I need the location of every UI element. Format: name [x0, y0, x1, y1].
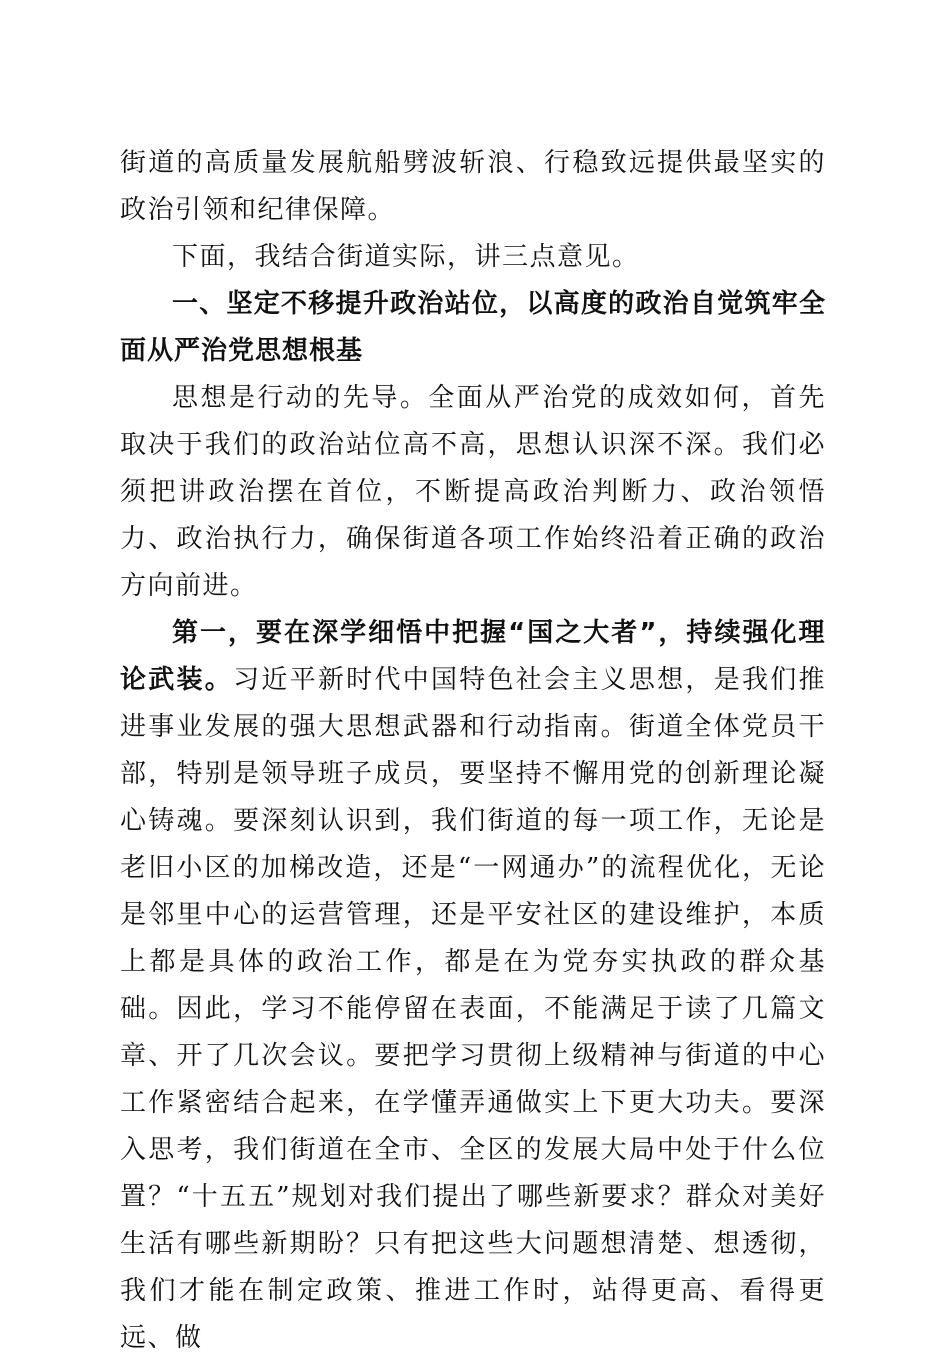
document-body	[120, 140, 826, 1362]
paragraph-continuation: 街道的高质量发展航船劈波斩浪、行稳致远提供最坚实的政治引领和纪律保障。	[120, 148, 826, 225]
first-point-lead: 第一，要在深学细悟中把握“国之大者”，持续强化理论武装。	[120, 618, 826, 695]
first-point-body: 习近平新时代中国特色社会主义思想，是我们推进事业发展的强大思想武器和行动指南。街道全体党员干部，特别是领导班子成员，要坚持不懈用党的创新理论凝心铸魂。要深刻认识到，我们街道的每一项工作，无论是老旧小区的加梯改造，还是“一网通办”的流程优化，无论是邻里中心的运营管理，还是平安社区的建设维护，本质上都是具体的政治工作，都是在为党夯实执政的群众基础。因此，学习不能停留在表面，不能满足于读了几篇文章、开了几次会议。要把学习贯彻上级精神与街道的中心工作紧密结合起来，在学懂弄通做实上下更大功夫。要深入思考，我们街道在全市、全区的发展大局中处于什么位置？“十五五”规划对我们提出了哪些新要求？群众对美好生活有哪些新期盼？只有把这些大问题想清楚、想透彻，我们才能在制定政策、推进工作时，站得更高、看得更远、做	[120, 665, 826, 1353]
paragraph-intro: 下面，我结合街道实际，讲三点意见。	[172, 242, 640, 272]
paragraph-first-point	[120, 610, 826, 1362]
section-heading-1: 一、坚定不移提升政治站位，以高度的政治自觉筑牢全面从严治党思想根基	[120, 289, 826, 366]
paragraph-thought: 思想是行动的先导。全面从严治党的成效如何，首先取决于我们的政治站位高不高，思想认识深不深。我们必须把讲政治摆在首位，不断提高政治判断力、政治领悟力、政治执行力，确保街道各项工作始终沿着正确的政治方向前进。	[120, 383, 826, 601]
